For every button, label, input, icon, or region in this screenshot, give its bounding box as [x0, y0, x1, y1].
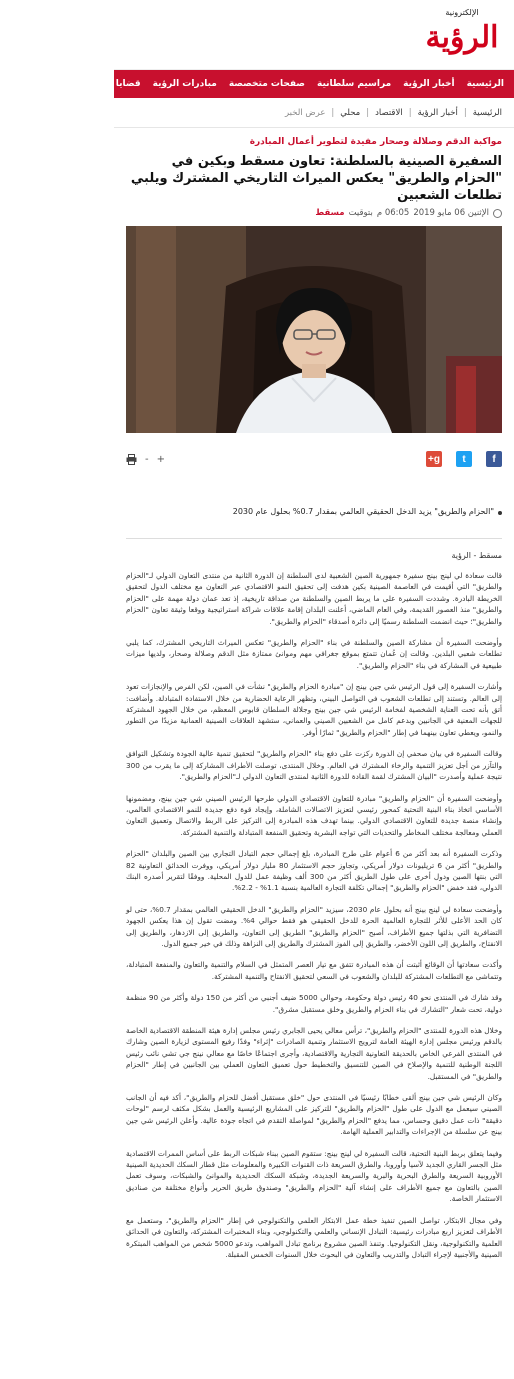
article-tools — [126, 454, 165, 465]
timezone-prefix: بتوقيت — [348, 208, 373, 218]
article-header — [114, 136, 514, 218]
article-headline: السفيرة الصينية بالسلطنة: تعاون مسقط وبكين في "الحزام والطريق" يعكس الميراث التاريخي المشترك ويلبي تطلعات الشعبين — [130, 154, 502, 203]
article-date: الإثنين 06 مايو 2019 — [413, 208, 489, 218]
article-paragraph: وأوضحت سعادة لي لينج بينج أنه بحلول عام 2030، سيزيد "الحزام والطريق" الدخل الحقيقي العالمي بمقدار 0.7%، حتى لو كان الحد الأعلى للأثر للتجارة العالمية الحرة للدخل الحقيقي هو فقط حوالي 4%. ومضت تقول إن هذا يعكس الجهود التضافرية التي بذلتها جميع الأطراف، أصبح "الحزام والطريق" الطريق إلى التعاون، والطريق إلى الازدهار، والطريق إلى الانفتاح، والطريق إلى اللون الأخضر، والطريق إلى الفوز المشترك والطريق إلى النزاهة وذلك في خير جميع الدول. — [126, 904, 502, 948]
article-paragraph: وقد شارك في المنتدى نحو 40 رئيس دولة وحكومة، وحوالي 5000 ضيف أجنبي من أكثر من 150 دولة وأكثر من 90 منظمة دولية، تحت شعار "التشارك في بناء الحزام والطريق وخلق مستقبل مشرق". — [126, 993, 502, 1014]
article-paragraph: وخلال هذه الدورة للمنتدى "الحزام والطريق"، ترأس معالي يحيى الجابري رئيس مجلس إدارة هيئة المنطقة الاقتصادية الخاصة بالدقم ورئيس مجلس إدارة الهيئة العامة لترويج الاستثمار وتنمية الصادرات "إثراء" وفدًا رفيع المستوى لزيارة الصين وشارك في المنتدى الفرعي الخاص بالحديقة التعاونية التجارية والاقتصادية، وأجرى اجتماعًا خاصًا مع معالي نينج جي تشي نائب رئيس اللجنة الوطنية للتنمية والإصلاح في الصين للتنسيق والتخطيط حول تعميق التعاون العملي بين الجانبين في إطار "الحزام والطريق" في المستقبل. — [126, 1026, 502, 1081]
nav-item-alroya-news[interactable]: أخبار الرؤية — [403, 79, 455, 89]
breadcrumb-separator: | — [331, 107, 335, 118]
breadcrumb-separator: | — [366, 107, 370, 118]
article-kicker: مواكبة الدقم وصلالة وصحار مفيدة لتطوير أعمال المبادرة — [249, 137, 502, 147]
article-paragraph: وأوضحت السفيرة أن مشاركة الصين والسلطنة في بناء "الحزام والطريق" تعكس الميراث التاريخي المشترك، كما يلبي تطلعات شعبي البلدين. وقالت إن عُمان تتمتع بموقع جغرافي مهم وموانئ ممتازة مثل الدقم وصلالة وصحار، ولديها ميزات طبيعية في المشاركة في بناء "الحزام والطريق". — [126, 638, 502, 670]
breadcrumb-economy[interactable]: الاقتصاد — [375, 107, 403, 118]
divider — [126, 538, 502, 539]
facebook-icon[interactable]: f — [486, 451, 502, 467]
site-logo[interactable] — [416, 8, 508, 66]
site-header — [114, 0, 514, 70]
breadcrumb-home[interactable]: الرئيسية — [472, 107, 502, 118]
article-photo — [126, 226, 502, 433]
article-dateline: مسقط - الرؤية — [451, 551, 502, 560]
breadcrumb-current: عرض الخبر — [284, 107, 326, 118]
nav-item-state-shura[interactable]: الدولة والشورى — [6, 79, 76, 89]
nav-item-home[interactable]: الرئيسية — [466, 79, 504, 89]
related-item[interactable] — [126, 507, 502, 516]
timezone-city: مسقط — [315, 208, 345, 218]
article-paragraph: وذكرت السفيرة أنه بعد أكثر من 6 أعوام على طرح المبادرة، بلغ إجمالي حجم التبادل التجاري بين الصين والبلدان "الحزام والطريق" أكثر من 6 تريليونات دولار أمريكي، وتجاوز حجم الاستثمار 80 مليار دولار أمريكي، ووفرت الحدائق التعاونية 82 التي بنتها الصين ودول أخرى على طول الطريق أكثر من 300 ألف وظيفة عمل للدول المحلية. ووفقًا لتقرير أصدره البنك الدولي، فقد خفض "الحزام والطريق" إجمالي تكلفة التجارة العالمية بنسبة 1.1% - 2.2%. — [126, 849, 503, 893]
main-nav — [6, 70, 514, 98]
breadcrumb — [114, 98, 514, 128]
breadcrumb-separator: | — [463, 107, 467, 118]
print-icon[interactable] — [126, 454, 137, 465]
article-body — [126, 570, 502, 1260]
article-paragraph: وفي مجال الابتكار، تواصل الصين تنفيذ خطة عمل الابتكار العلمي والتكنولوجي في إطار "الحزام والطريق"، وستعمل مع الأطراف لتعزيز اربع مبادرات رئيسية: التبادل الإنساني والعلمي والتكنولوجي، وبناء المختبرات المشتركة، والتعاون في الحدائق العلمية والتكنولوجية، ونقل التكنولوجيا. وتنفذ الصين مشروع برنامج تبادل المواهب، وتدعو 5000 شخص من المواهب المبتكرة الصينية والأجنبية لإجراء التبادل والتدريب والتعاون في البحوث خلال السنوات الخمس المقبلة. — [126, 1215, 502, 1259]
article-meta — [126, 208, 502, 218]
related-text[interactable]: "الحزام والطريق" يزيد الدخل الحقيقي العالمي بمقدار 0.7% بحلول عام 2030 — [232, 507, 494, 516]
article-paragraph: وفيما يتعلق بربط البنية التحتية، قالت السفيرة لي لينج بينج: ستقوم الصين ببناء شبكات الربط على أساس الممرات الاقتصادية مثل الجسر القاري الجديد لآسيا وأوروبا، والطرق السريعة ذات القنوات الكبيرة والمعلومات مثل قطار السكك الحديدية الصينية الأوروبية السريعة والطرق البحرية والبرية والسريعة الجديدة، وشبكة السكك الحديدية والموانئ والشبكات، وسوف تعمل الصين بالتعاون مع جميع الأطراف على إنشاء آلية "الحزام والطريق" وصندوق طريق الحرير وأنواع مختلفة من صناديق الاستثمار الخاصة. — [126, 1148, 502, 1204]
share-icons — [426, 451, 502, 467]
bullet-icon — [498, 511, 502, 515]
photo-illustration — [126, 226, 502, 433]
page — [6, 0, 514, 1379]
nav-item-initiatives[interactable]: مبادرات الرؤية — [152, 79, 217, 89]
nav-item-royal-decrees[interactable]: مراسيم سلطانية — [317, 79, 392, 89]
font-increase-button[interactable]: + — [156, 453, 165, 465]
article-paragraph: وأوضحت السفيرة أن "الحزام والطريق" مبادرة للتعاون الاقتصادي الدولي طرحها الرئيس الصيني شي جين بينج، ومضمونها الأساسي اتخاذ بناء البنية التحتية كمحور رئيسي لتعزيز الاتصالات الشاملة، وإيجاد قوة دفع جديدة للنمو الاقتصادي العالمي، وإنشاء منصة جديدة للتعاون الاقتصادي الدولي. بينما تهدف هذه المبادرة إلى التركيز على الربط والاتصال وتعميق التعاون العملي ومعالجة مختلف المخاطر والتحديات التي تواجه البشرية وتحقيق المنفعة المتبادلة والتنمية المشتركة. — [126, 793, 502, 837]
clock-icon — [493, 209, 502, 218]
logo-subtitle: الإلكترونية — [445, 8, 479, 17]
logo-name: الرؤية — [425, 20, 499, 55]
article-paragraph: وكان الرئيس شي جين بينج ألقى خطابًا رئيسيًا في المنتدى حول "خلق مستقبل أفضل للحزام والطريق"، أكد فيه أن الجانب الصيني سيعمل مع الدول على طول "الحزام والطريق" للتركيز على المشاريع الرئيسية والعمل بشكل مكثف لرسم "لوحات دقيقة" ذات عمل دقيق وحساس، مما يدفع "الحزام والطريق" لمواصلة التقدم في اتجاه جودة عالية. وأعلن الرئيس شي جين بينج عن سلسلة من الإجراءات والتدابير العملية الهامة. — [126, 1093, 502, 1137]
article-paragraph: قالت سعادة لي لينج بينج سفيرة جمهورية الصين الشعبية لدى السلطنة إن الدورة الثانية من منتدى التعاون الدولي لـ"الحزام والطريق" التي أقيمت في العاصمة الصينية بكين هدفت إلى تحقيق النمو الاقتصادي عبر التعاون مع مختلف الدول لتحقيق الخريطة البادرة. وشددت السفيرة على ما يربط الصين والسلطنة من صداقة تاريخية، إذ تعد عمان دولة مهمة على "الحزام والطريق" منذ العصور القديمة، وفي العام الماضي، أعلنت البلدان إقامة علاقات شراكة استراتيجية ووقعا وثيقة تعاون "الحزام والطريق"؛ حيث انضمت السلطنة رسميًا إلى دائرة أصدقاء "الحزام والطريق". — [126, 571, 502, 626]
twitter-icon[interactable]: t — [456, 451, 472, 467]
nav-item-local-issues[interactable]: قضايا محلية — [87, 79, 141, 89]
breadcrumb-alroya-news[interactable]: أخبار الرؤية — [417, 107, 458, 118]
breadcrumb-separator: | — [408, 107, 412, 118]
article-time: 06:05 م — [376, 208, 410, 218]
breadcrumb-local[interactable]: محلي — [340, 107, 361, 118]
article-paragraph: وأكدت سعادتها أن الوقائع أثبتت أن هذه المبادرة تتفق مع تيار العصر المتمثل في السلام والتنمية والتعاون والمنفعة المتبادلة، وتتماشى مع التطلعات المشتركة للبلدان والشعوب في السعي لتحقيق الانفتاح والتنمية المشتركة. — [126, 960, 502, 981]
article-paragraph: وقالت السفيرة في بيان صحفي إن الدورة ركزت على دفع بناء "الحزام والطريق" لتحقيق تنمية عالية الجودة وتشكيل التوافق والتآزر من أجل تعزيز التنمية والرخاء المشترك في العالم. وخلال المنتدى، توصلت الأطراف المشاركة إلى ما يقرب من 300 نتيجة عملية وأصدرت "البيان المشترك لقمة القادة للدورة الثانية لمنتدى التعاون الدولي لـ"الحزام والطريق". — [126, 749, 502, 782]
google-plus-icon[interactable]: g+ — [426, 451, 442, 467]
font-decrease-button[interactable]: - — [145, 453, 149, 465]
share-bar — [126, 439, 502, 479]
article-paragraph: وأشارت السفيرة إلى قول الرئيس شي جين بينج إن "مبادرة الحزام والطريق" نشأت في الصين، لكن الفرص والإنجازات تعود إلى العالم. وتستند إلى تطلعات الشعوب في التواصل البيني، وتظهر الرعاية الحضارية من خلال الاستفادة المتبادلة. وأضافت: أتق بأنه تحت العناية الشخصية لفخامة الرئيس شي جين بينج وجلالة السلطان قابوس المعظم، من خلال الجهود المشتركة للجهات المعنية في الجانبين وبدعم كامل من الشعبين الصيني والعماني، ستشهد العلاقات الصينية العمانية مزيدًا من التطور والنمو، ويعطي تعاون بينهما في إطار "الحزام والطريق" ثمارًا أوفر. — [126, 682, 502, 737]
nav-item-special-pages[interactable]: صفحات متخصصة — [228, 79, 305, 89]
